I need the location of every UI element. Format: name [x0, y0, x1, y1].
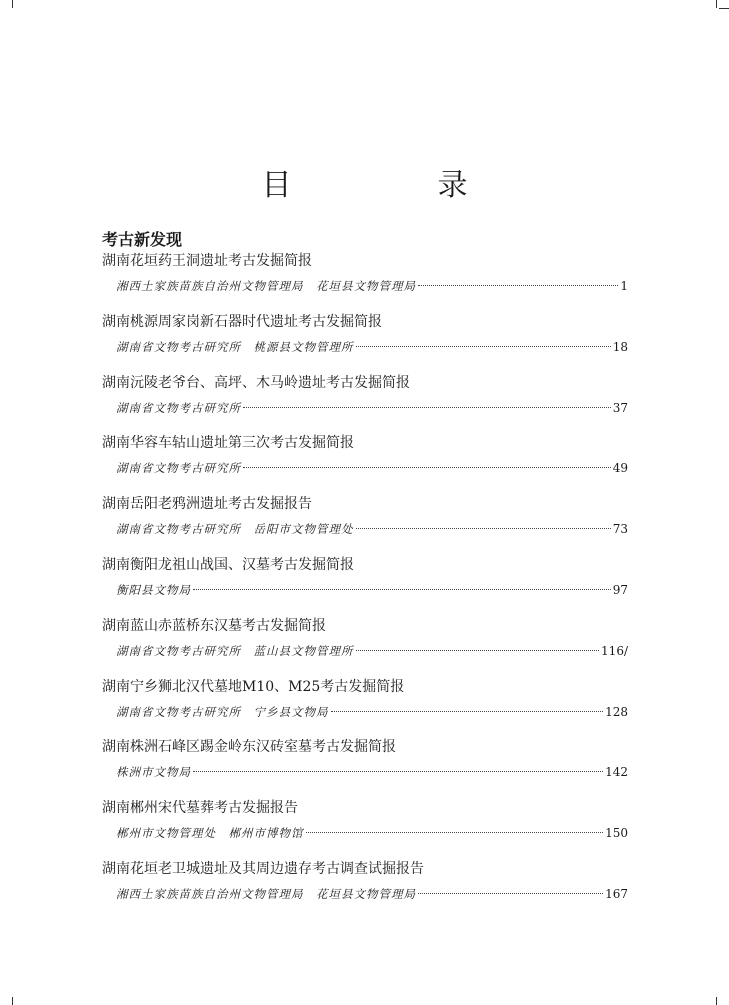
toc-entry-line: [102, 521, 628, 537]
toc-entry[interactable]: [102, 860, 628, 921]
crop-mark-top-right-h: [719, 8, 729, 9]
toc-entry[interactable]: [102, 617, 628, 678]
dot-leader: [356, 528, 611, 529]
crop-mark-top-right: [716, 0, 717, 8]
table-of-contents: [102, 252, 628, 921]
toc-entry-line: [102, 886, 628, 902]
page-title: 目 录: [261, 168, 526, 203]
crop-mark-top-left: [12, 0, 13, 8]
toc-entry-authors: 湖南省文物考古研究所 宁乡县文物局: [116, 704, 329, 719]
crop-mark-bottom-left: [12, 997, 13, 1005]
toc-entry-line: [102, 704, 628, 720]
dot-leader: [193, 771, 603, 772]
dot-leader: [418, 285, 618, 286]
toc-entry[interactable]: [102, 556, 628, 617]
dot-leader: [243, 467, 611, 468]
toc-entry-authors: 湖南省文物考古研究所 桃源县文物管理所: [116, 339, 354, 354]
toc-entry[interactable]: [102, 374, 628, 435]
toc-page-number[interactable]: 116/: [601, 643, 628, 658]
toc-entry[interactable]: [102, 495, 628, 556]
toc-page-number[interactable]: 97: [612, 582, 628, 597]
toc-entry-line: [102, 582, 628, 598]
toc-entry-authors: 株洲市文物局: [116, 765, 191, 780]
toc-page-number[interactable]: 167: [605, 886, 628, 901]
toc-entry-authors: 湖南省文物考古研究所: [116, 400, 241, 415]
toc-entry[interactable]: [102, 738, 628, 799]
toc-entry-title[interactable]: 湖南株洲石峰区踢金岭东汉砖室墓考古发掘简报: [102, 739, 396, 756]
toc-entry-authors: 湖南省文物考古研究所 岳阳市文物管理处: [116, 522, 354, 537]
toc-entry-line: [102, 643, 628, 659]
toc-entry[interactable]: [102, 678, 628, 739]
toc-entry-title[interactable]: 湖南花垣老卫城遗址及其周边遗存考古调查试掘报告: [102, 860, 424, 877]
toc-entry-line: [102, 460, 628, 476]
dot-leader: [356, 346, 611, 347]
toc-entry-title[interactable]: 湖南岳阳老鸦洲遗址考古发掘报告: [102, 496, 312, 513]
toc-page-number[interactable]: 37: [612, 400, 628, 415]
dot-leader: [418, 893, 603, 894]
toc-page-number[interactable]: 73: [612, 522, 628, 537]
toc-entry-line: [102, 825, 628, 841]
toc-entry[interactable]: [102, 313, 628, 374]
toc-entry-authors: 湘西土家族苗族自治州文物管理局 花垣县文物管理局: [116, 886, 416, 901]
toc-entry-title[interactable]: 湖南沅陵老爷台、高坪、木马岭遗址考古发掘简报: [102, 374, 410, 391]
toc-entry-line: [102, 339, 628, 355]
toc-entry-title[interactable]: 湖南宁乡狮北汉代墓地M10、M25考古发掘简报: [102, 678, 405, 695]
dot-leader: [243, 407, 611, 408]
toc-entry-line: [102, 400, 628, 416]
toc-page-number[interactable]: 150: [605, 826, 628, 841]
toc-entry-authors: 湖南省文物考古研究所 蓝山县文物管理所: [116, 643, 354, 658]
dot-leader: [306, 832, 604, 833]
toc-entry-title[interactable]: 湖南衡阳龙祖山战国、汉墓考古发掘简报: [102, 556, 354, 573]
dot-leader: [193, 589, 611, 590]
toc-entry-title[interactable]: 湖南蓝山赤蓝桥东汉墓考古发掘简报: [102, 617, 326, 634]
toc-page-number[interactable]: 1: [620, 279, 628, 293]
toc-entry-title[interactable]: 湖南桃源周家岗新石器时代遗址考古发掘简报: [102, 313, 382, 330]
toc-entry-authors: 湖南省文物考古研究所: [116, 461, 241, 476]
crop-mark-bottom-right: [716, 997, 717, 1005]
toc-entry[interactable]: [102, 434, 628, 495]
toc-entry[interactable]: [102, 252, 628, 313]
toc-page-number[interactable]: 128: [605, 704, 628, 719]
dot-leader: [356, 650, 600, 651]
toc-entry-authors: 郴州市文物管理处 郴州市博物馆: [116, 826, 304, 841]
section-heading: 考古新发现: [102, 230, 183, 249]
toc-entry-title[interactable]: 湖南郴州宋代墓葬考古发掘报告: [102, 800, 298, 817]
toc-entry[interactable]: [102, 799, 628, 860]
toc-entry-title[interactable]: 湖南华容车轱山遗址第三次考古发掘简报: [102, 435, 354, 452]
toc-page-number[interactable]: 49: [612, 461, 628, 476]
toc-page-number[interactable]: 142: [605, 765, 628, 780]
toc-entry-authors: 湘西土家族苗族自治州文物管理局 花垣县文物管理局: [116, 279, 416, 293]
toc-page-number[interactable]: 18: [612, 339, 628, 354]
dot-leader: [331, 711, 604, 712]
toc-entry-authors: 衡阳县文物局: [116, 582, 191, 597]
toc-entry-title[interactable]: 湖南花垣药王洞遗址考古发掘简报: [102, 253, 312, 269]
toc-entry-line: [102, 278, 628, 294]
toc-entry-line: [102, 764, 628, 780]
